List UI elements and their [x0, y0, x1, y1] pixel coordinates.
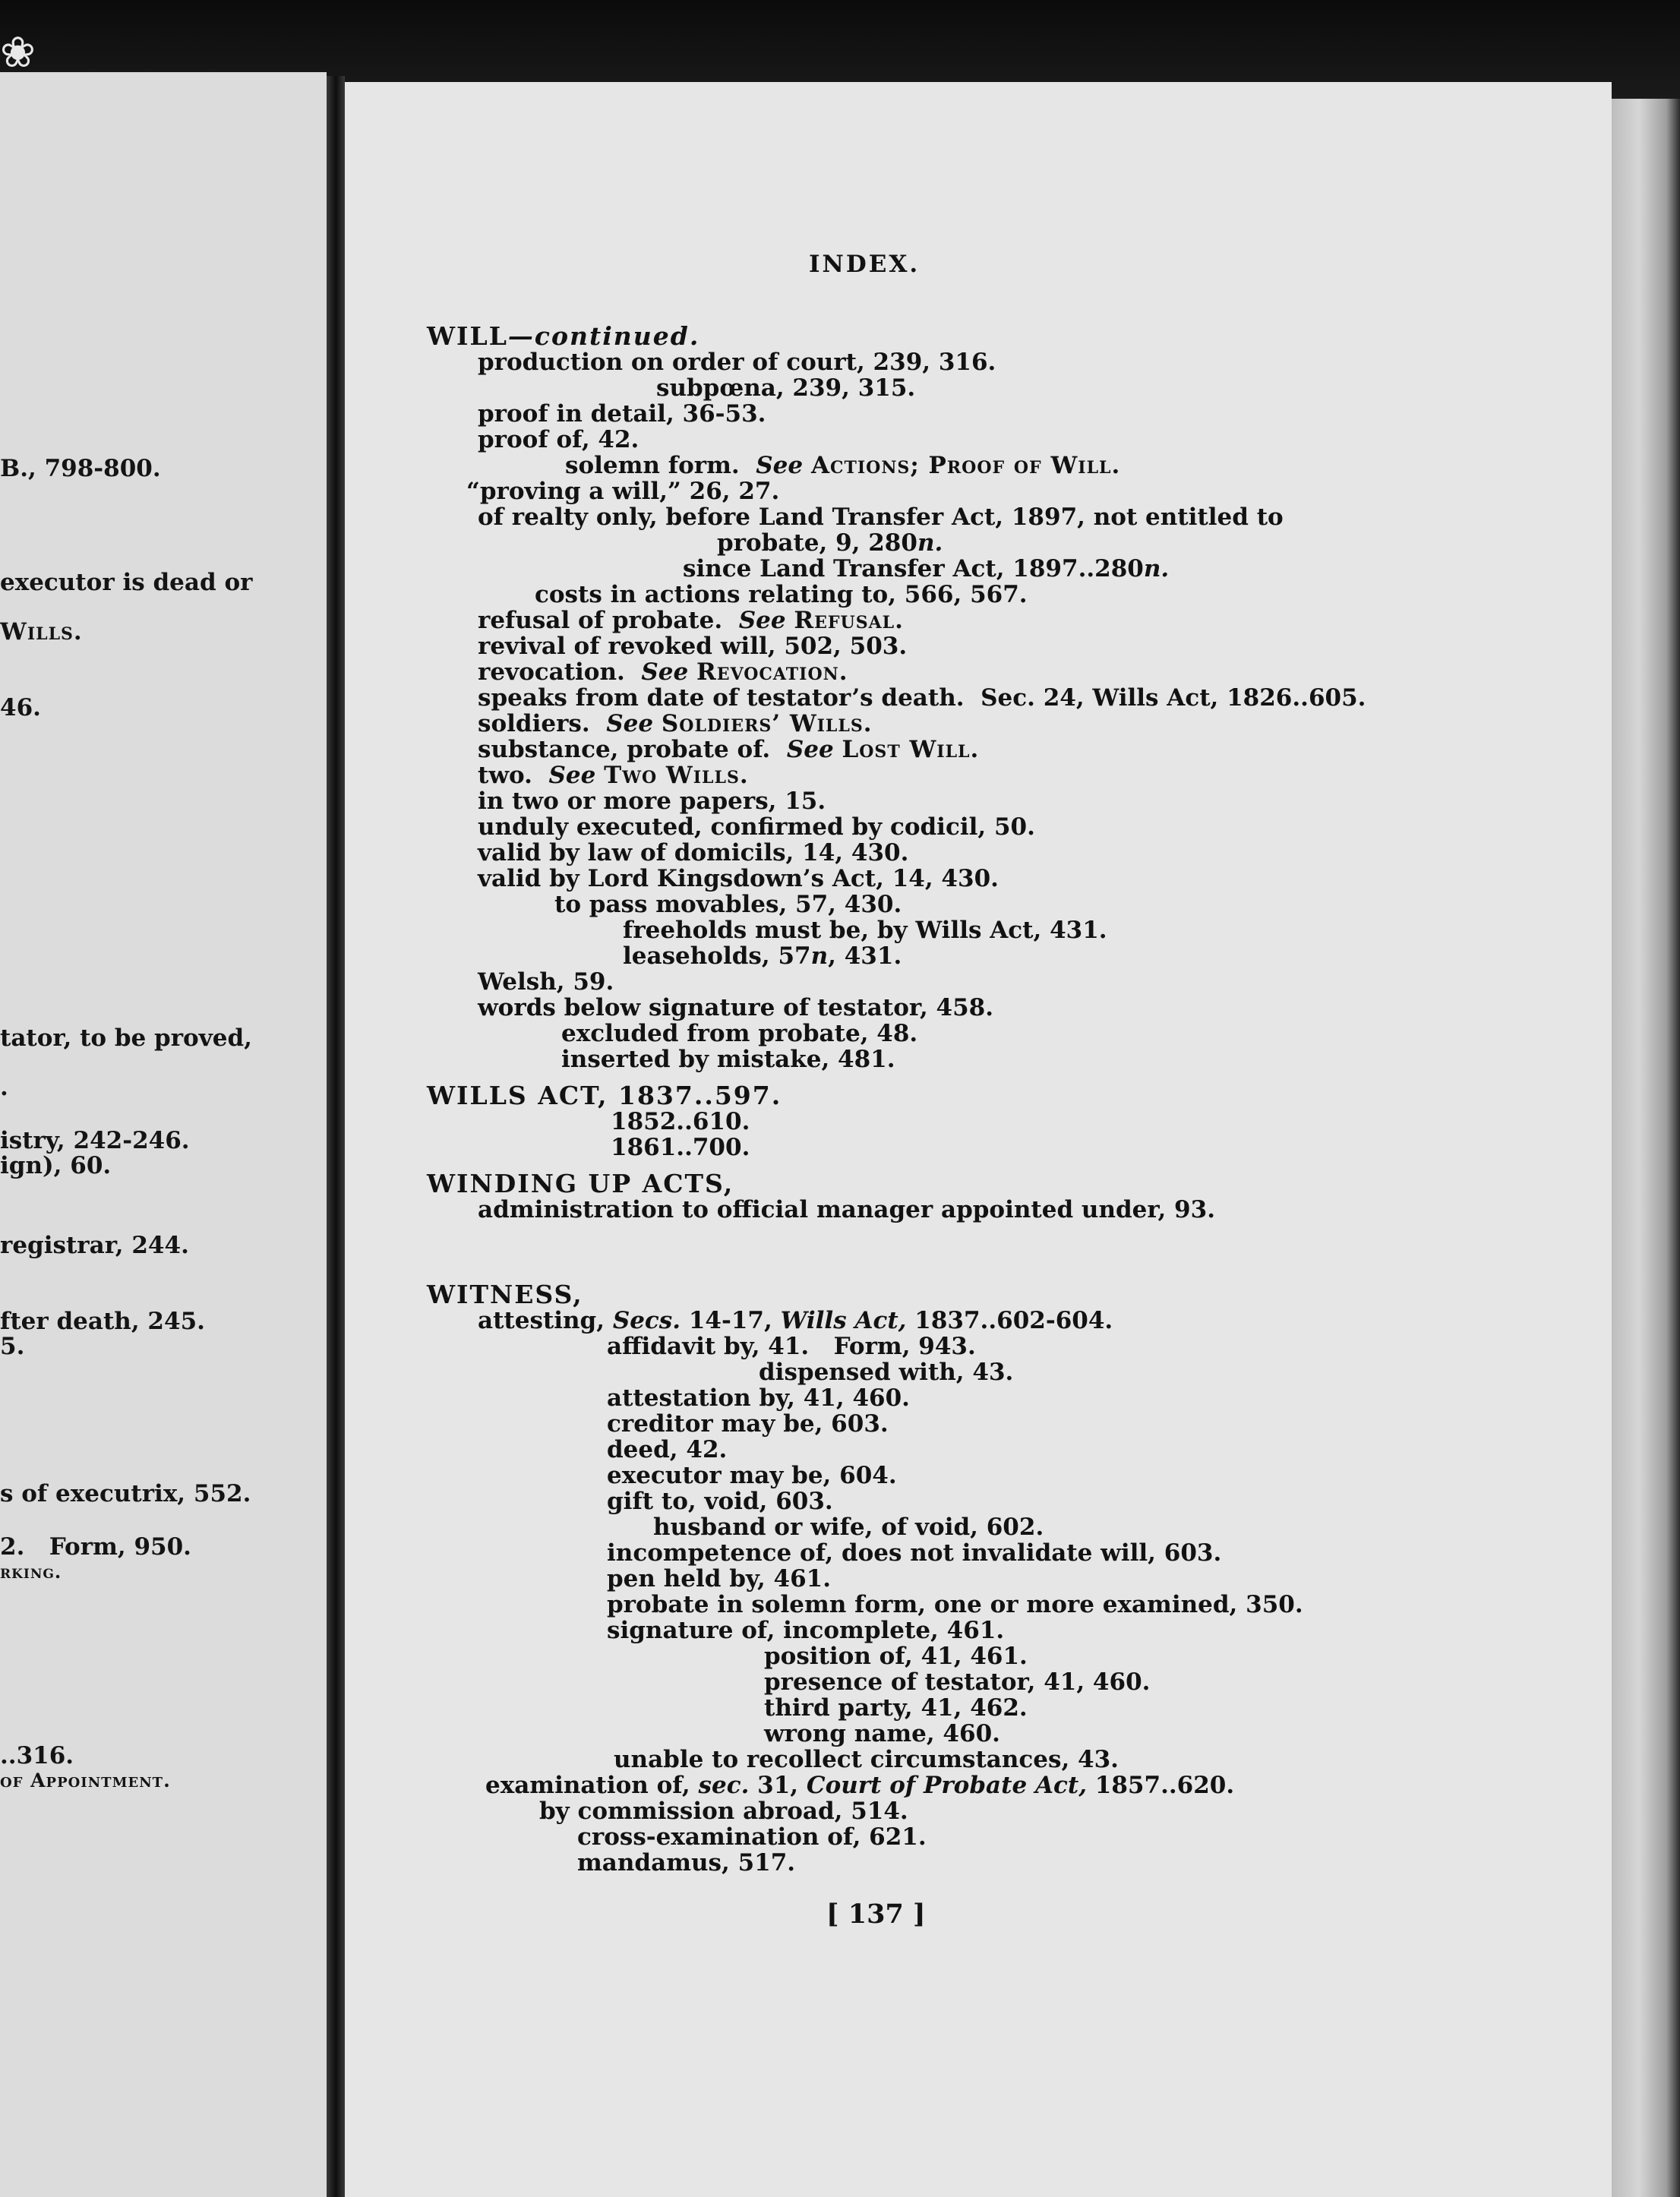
index-entry: in two or more papers, 15.: [478, 788, 826, 815]
left-fragment: ..316.: [0, 1742, 74, 1769]
left-fragment: of Appointment.: [0, 1769, 171, 1791]
left-fragment: rking.: [0, 1561, 62, 1583]
book-gutter: [327, 76, 345, 2197]
index-entry: subpœna, 239, 315.: [656, 374, 916, 402]
left-fragment: s of executrix, 552.: [0, 1480, 251, 1507]
index-entry: refusal of probate. See Refusal.: [478, 607, 904, 634]
index-entry: probate, 9, 280n.: [717, 529, 943, 557]
corner-blot: ❀: [0, 28, 36, 77]
page-number: [ 137 ]: [826, 1899, 926, 1930]
left-fragment: tator, to be proved,: [0, 1024, 252, 1052]
index-entry: proof in detail, 36-53.: [478, 400, 766, 428]
index-entry: affidavit by, 41. Form, 943.: [607, 1333, 976, 1360]
index-entry: to pass movables, 57, 430.: [554, 891, 902, 918]
index-entry: freeholds must be, by Wills Act, 431.: [623, 917, 1107, 944]
left-fragment: .: [0, 1074, 8, 1101]
index-entry: attesting, Secs. 14-17, Wills Act, 1837..602-604.: [478, 1307, 1113, 1334]
index-entry: since Land Transfer Act, 1897..280n.: [683, 555, 1170, 582]
left-fragment: ign), 60.: [0, 1152, 112, 1179]
index-entry: position of, 41, 461.: [764, 1643, 1028, 1670]
index-entry: dispensed with, 43.: [759, 1359, 1014, 1386]
index-entry: words below signature of testator, 458.: [478, 994, 994, 1021]
page-title: INDEX.: [809, 251, 921, 278]
index-heading-witness: WITNESS,: [427, 1280, 583, 1309]
left-fragment: B., 798-800.: [0, 455, 161, 482]
index-entry: creditor may be, 603.: [607, 1410, 889, 1438]
index-entry: signature of, incomplete, 461.: [607, 1617, 1005, 1644]
index-entry: third party, 41, 462.: [764, 1694, 1028, 1722]
index-entry: costs in actions relating to, 566, 567.: [535, 581, 1028, 608]
left-fragment: executor is dead or: [0, 569, 253, 596]
index-entry: husband or wife, of void, 602.: [653, 1514, 1044, 1541]
index-entry: proof of, 42.: [478, 426, 639, 453]
index-entry: speaks from date of testator’s death. Sec. 24, Wills Act, 1826..605.: [478, 684, 1366, 712]
index-entry: of realty only, before Land Transfer Act, 1897, not entitled to: [478, 503, 1284, 531]
index-entry: “proving a will,” 26, 27.: [466, 478, 780, 505]
left-fragment: 46.: [0, 694, 41, 721]
left-fragment: Wills.: [0, 618, 83, 646]
right-page: [345, 82, 1612, 2197]
index-entry: deed, 42.: [607, 1436, 728, 1463]
index-heading-winding-up: WINDING UP ACTS,: [427, 1169, 734, 1198]
index-entry: inserted by mistake, 481.: [561, 1046, 895, 1073]
index-entry: soldiers. See Soldiers’ Wills.: [478, 710, 873, 737]
index-entry: administration to official manager appointed under, 93.: [478, 1196, 1215, 1223]
index-entry: presence of testator, 41, 460.: [764, 1668, 1151, 1696]
index-entry: pen held by, 461.: [607, 1565, 832, 1593]
left-fragment: registrar, 244.: [0, 1232, 189, 1259]
index-entry: unable to recollect circumstances, 43.: [614, 1746, 1119, 1773]
left-fragment: 2. Form, 950.: [0, 1533, 191, 1561]
index-entry: Welsh, 59.: [478, 968, 614, 996]
index-entry: substance, probate of. See Lost Will.: [478, 736, 980, 763]
index-entry: two. See Two Wills.: [478, 762, 749, 789]
index-entry: production on order of court, 239, 316.: [478, 349, 996, 376]
index-entry: executor may be, 604.: [607, 1462, 897, 1489]
index-entry: incompetence of, does not invalidate will, 603.: [607, 1539, 1222, 1567]
index-heading-wills-act: WILLS ACT, 1837..597.: [427, 1081, 782, 1110]
index-entry: gift to, void, 603.: [607, 1488, 833, 1515]
index-heading-will: WILL—continued.: [427, 321, 700, 351]
index-entry: unduly executed, confirmed by codicil, 50.: [478, 813, 1035, 841]
left-fragment: fter death, 245.: [0, 1308, 205, 1335]
index-entry: 1861..700.: [611, 1134, 750, 1161]
index-entry: by commission abroad, 514.: [539, 1798, 908, 1825]
index-entry: leaseholds, 57n, 431.: [623, 942, 902, 970]
index-entry: examination of, sec. 31, Court of Probate Act, 1857..620.: [485, 1772, 1235, 1799]
index-entry: revocation. See Revocation.: [478, 658, 848, 686]
index-entry: solemn form. See Actions; Proof of Will.: [565, 452, 1121, 479]
left-fragment: istry, 242-246.: [0, 1127, 190, 1154]
index-entry: 1852..610.: [611, 1108, 750, 1135]
left-fragment: 5.: [0, 1333, 25, 1360]
index-entry: cross-examination of, 621.: [577, 1823, 927, 1851]
index-entry: valid by law of domicils, 14, 430.: [478, 839, 909, 866]
index-entry: mandamus, 517.: [577, 1849, 796, 1877]
left-page: [0, 72, 327, 2197]
index-entry: wrong name, 460.: [764, 1720, 1000, 1747]
index-entry: excluded from probate, 48.: [561, 1020, 918, 1047]
page-edge-shadow: [1612, 99, 1680, 2197]
index-entry: attestation by, 41, 460.: [607, 1384, 910, 1412]
index-entry: probate in solemn form, one or more examined, 350.: [607, 1591, 1303, 1618]
index-entry: valid by Lord Kingsdown’s Act, 14, 430.: [478, 865, 999, 892]
index-entry: revival of revoked will, 502, 503.: [478, 633, 908, 660]
